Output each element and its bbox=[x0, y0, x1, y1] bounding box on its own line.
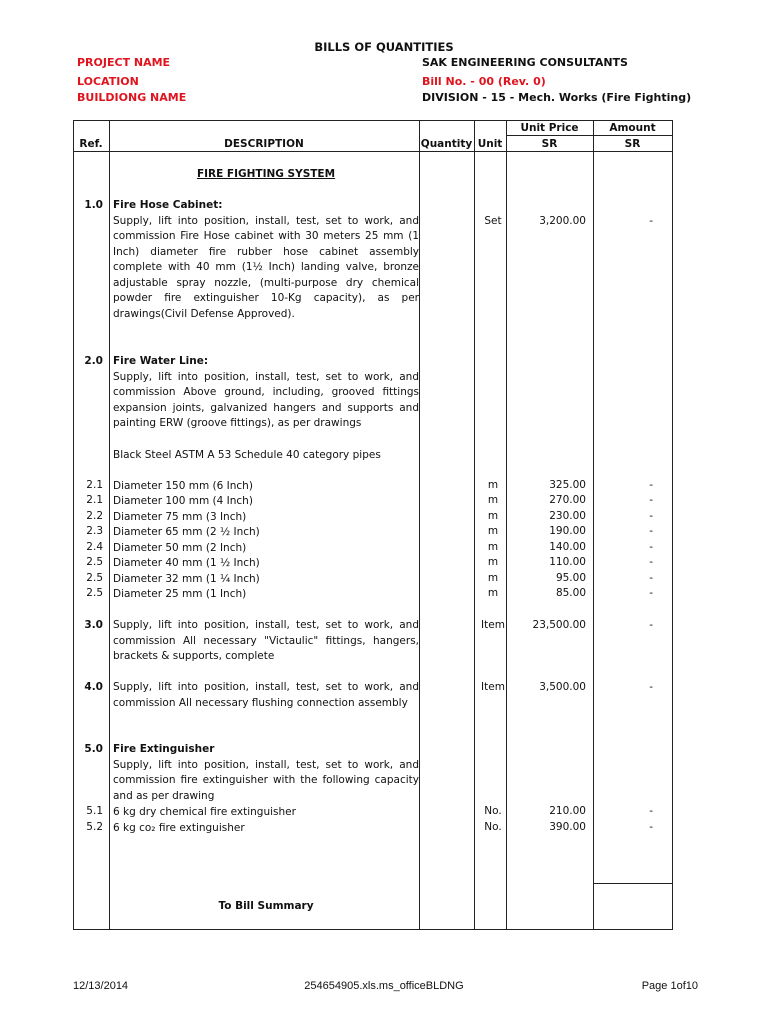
item-amount: - bbox=[649, 572, 653, 584]
table-bottom-border bbox=[73, 929, 672, 930]
section-heading: Fire Extinguisher bbox=[113, 743, 215, 755]
item-description: Diameter 75 mm (3 Inch) bbox=[113, 511, 247, 523]
item-unit: Item bbox=[481, 619, 505, 631]
item-description: Diameter 40 mm (1 ½ Inch) bbox=[113, 557, 260, 569]
section-ref: 3.0 bbox=[84, 619, 103, 631]
item-amount: - bbox=[649, 215, 653, 227]
item-unit-price: 390.00 bbox=[549, 821, 586, 833]
section-ref: 5.0 bbox=[84, 743, 103, 755]
item-unit-price: 230.00 bbox=[549, 510, 586, 522]
item-unit-price: 270.00 bbox=[549, 494, 586, 506]
project-name-label: PROJECT NAME bbox=[77, 56, 171, 69]
col-header-unit: Unit bbox=[477, 138, 503, 150]
item-unit-price: 140.00 bbox=[549, 541, 586, 553]
item-amount: - bbox=[649, 556, 653, 568]
item-unit-price: 85.00 bbox=[555, 587, 586, 599]
col-header-ref: Ref. bbox=[79, 138, 103, 150]
section-text: Supply, lift into position, install, test, set to work, and commission Fire Hose cabinet with 30 meters 25 mm (1 Inch) diameter fire rubber hose cabinet assembly complete with 40 mm (1½ Inch) landing valve, bronze adjustable spray nozzle, (multi-purpose dry chemical powder fire extinguisher 10-Kg capacity), as per drawings(Civil Defense Approved). bbox=[113, 214, 419, 320]
item-unit-price: 3,500.00 bbox=[539, 681, 586, 693]
section-text: Supply, lift into position, install, test, set to work, and commission All necessary "Victaulic" fittings, hangers, brackets & supports, complete bbox=[113, 619, 419, 662]
item-amount: - bbox=[649, 821, 653, 833]
footer-filename: 254654905.xls.ms_officeBLDNG bbox=[304, 980, 464, 992]
item-description: Diameter 50 mm (2 Inch) bbox=[113, 542, 247, 554]
item-ref: 2.3 bbox=[86, 525, 103, 537]
item-description: Diameter 150 mm (6 Inch) bbox=[113, 480, 253, 492]
section-heading: Fire Water Line: bbox=[113, 355, 209, 367]
item-description: Diameter 25 mm (1 Inch) bbox=[113, 588, 247, 600]
item-ref: 2.5 bbox=[86, 587, 103, 599]
col-header-amount-currency: SR bbox=[624, 138, 641, 150]
col-border-ref bbox=[109, 120, 110, 930]
section-description bbox=[113, 742, 419, 804]
item-unit: m bbox=[487, 479, 499, 491]
section-description bbox=[113, 354, 419, 432]
item-unit: No. bbox=[484, 805, 502, 817]
consultant-name: SAK ENGINEERING CONSULTANTS bbox=[422, 56, 628, 69]
amount-total-line bbox=[593, 883, 672, 884]
item-amount: - bbox=[649, 541, 653, 553]
section-description bbox=[113, 618, 419, 665]
table-top-border bbox=[73, 120, 672, 121]
pipe-spec-note: Black Steel ASTM A 53 Schedule 40 category pipes bbox=[113, 449, 381, 461]
item-ref: 5.1 bbox=[86, 805, 103, 817]
section-text: Supply, lift into position, install, test, set to work, and commission Above ground, including, grooved fittings expansion joints, galvanized hangers and supports and painting ERW (groove fittings), as per drawings bbox=[113, 370, 419, 429]
item-ref: 2.4 bbox=[86, 541, 103, 553]
system-title: FIRE FIGHTING SYSTEM bbox=[196, 168, 336, 180]
footer-date: 12/13/2014 bbox=[73, 980, 129, 992]
item-ref: 2.1 bbox=[86, 494, 103, 506]
item-unit: m bbox=[487, 556, 499, 568]
item-ref: 2.5 bbox=[86, 556, 103, 568]
item-unit: m bbox=[487, 510, 499, 522]
item-unit: m bbox=[487, 572, 499, 584]
item-description: Diameter 32 mm (1 ¼ Inch) bbox=[113, 573, 260, 585]
item-unit: Item bbox=[481, 681, 505, 693]
item-description: Diameter 100 mm (4 Inch) bbox=[113, 495, 253, 507]
col-border-desc bbox=[419, 120, 420, 930]
bill-number: Bill No. - 00 (Rev. 0) bbox=[422, 75, 546, 88]
item-description: 6 kg dry chemical fire extinguisher bbox=[113, 806, 296, 818]
item-ref: 5.2 bbox=[86, 821, 103, 833]
col-header-amount: Amount bbox=[609, 122, 656, 134]
price-header-divider bbox=[506, 135, 672, 136]
item-unit: No. bbox=[484, 821, 502, 833]
col-header-description: DESCRIPTION bbox=[224, 138, 304, 150]
item-ref: 2.1 bbox=[86, 479, 103, 491]
section-ref: 1.0 bbox=[84, 199, 103, 211]
document-title: BILLS OF QUANTITIES bbox=[314, 40, 454, 54]
item-amount: - bbox=[649, 681, 653, 693]
item-unit-price: 325.00 bbox=[549, 479, 586, 491]
col-header-unit-price: Unit Price bbox=[520, 122, 579, 134]
item-amount: - bbox=[649, 510, 653, 522]
item-ref: 2.2 bbox=[86, 510, 103, 522]
item-unit: m bbox=[487, 494, 499, 506]
item-amount: - bbox=[649, 525, 653, 537]
item-unit-price: 110.00 bbox=[549, 556, 586, 568]
col-border-right bbox=[672, 120, 673, 930]
footer-page-number: Page 1of10 bbox=[641, 980, 698, 992]
section-ref: 2.0 bbox=[84, 355, 103, 367]
section-text: Supply, lift into position, install, test, set to work, and commission All necessary flushing connection assembly bbox=[113, 681, 419, 709]
section-description bbox=[113, 680, 419, 711]
item-amount: - bbox=[649, 479, 653, 491]
location-label: LOCATION bbox=[77, 75, 139, 88]
item-unit-price: 210.00 bbox=[549, 805, 586, 817]
item-unit-price: 190.00 bbox=[549, 525, 586, 537]
item-amount: - bbox=[649, 587, 653, 599]
item-unit: Set bbox=[484, 215, 502, 227]
item-unit: m bbox=[487, 541, 499, 553]
item-unit: m bbox=[487, 587, 499, 599]
item-amount: - bbox=[649, 805, 653, 817]
item-amount: - bbox=[649, 619, 653, 631]
item-amount: - bbox=[649, 494, 653, 506]
header-bottom-border bbox=[73, 151, 672, 152]
section-description bbox=[113, 198, 419, 322]
col-header-unit-price-currency: SR bbox=[541, 138, 558, 150]
to-bill-summary-label: To Bill Summary bbox=[218, 900, 314, 912]
section-text: Supply, lift into position, install, test, set to work, and commission fire extinguisher with the following capacity and as per drawing bbox=[113, 758, 419, 802]
section-heading: Fire Hose Cabinet: bbox=[113, 199, 223, 211]
item-description: Diameter 65 mm (2 ½ Inch) bbox=[113, 526, 260, 538]
col-border-qty bbox=[474, 120, 475, 930]
section-ref: 4.0 bbox=[84, 681, 103, 693]
item-description: 6 kg co₂ fire extinguisher bbox=[113, 822, 245, 834]
building-name-label: BUILDIONG NAME bbox=[77, 91, 187, 104]
item-ref: 2.5 bbox=[86, 572, 103, 584]
division-title: DIVISION - 15 - Mech. Works (Fire Fighting) bbox=[422, 91, 692, 104]
item-unit-price: 95.00 bbox=[555, 572, 586, 584]
col-header-quantity: Quantity bbox=[420, 138, 473, 150]
item-unit-price: 3,200.00 bbox=[539, 215, 586, 227]
item-unit: m bbox=[487, 525, 499, 537]
item-unit-price: 23,500.00 bbox=[532, 619, 586, 631]
